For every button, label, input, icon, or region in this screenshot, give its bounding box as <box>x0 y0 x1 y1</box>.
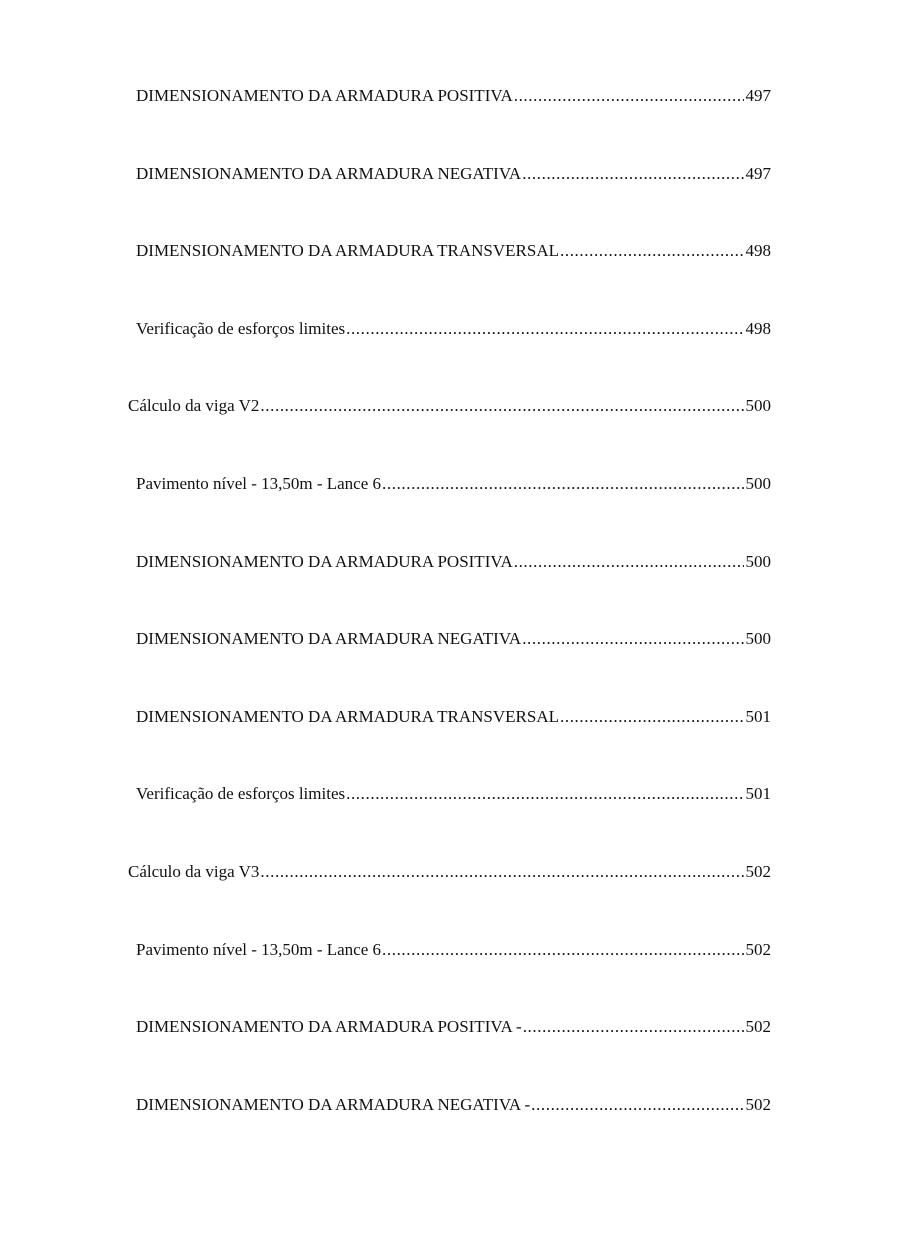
toc-entry-title: DIMENSIONAMENTO DA ARMADURA TRANSVERSAL <box>136 706 559 726</box>
toc-entry-title: Verificação de esforços limites <box>136 784 346 804</box>
toc-entry[interactable] <box>128 1093 771 1171</box>
toc-dot-leader <box>522 162 743 186</box>
toc-entry-title: Cálculo da viga V3 <box>128 861 260 881</box>
toc-page-number: 498 <box>745 318 771 338</box>
toc-page-number: 500 <box>745 396 771 416</box>
toc-dot-leader <box>346 317 743 341</box>
toc-dot-leader <box>560 239 744 263</box>
toc-dot-leader <box>531 1093 743 1117</box>
toc-dot-leader <box>260 394 743 418</box>
toc-entry[interactable] <box>128 317 771 395</box>
toc-dot-leader <box>523 1015 744 1039</box>
toc-entry-title: DIMENSIONAMENTO DA ARMADURA TRANSVERSAL <box>136 241 559 261</box>
toc-page-number: 501 <box>745 784 771 804</box>
toc-entry-title: DIMENSIONAMENTO DA ARMADURA POSITIVA <box>136 551 513 571</box>
table-of-contents <box>128 84 771 1170</box>
toc-dot-leader <box>382 472 743 496</box>
toc-entry[interactable] <box>128 782 771 860</box>
toc-page-number: 502 <box>745 1094 771 1114</box>
toc-entry[interactable] <box>128 162 771 240</box>
toc-entry[interactable] <box>128 1015 771 1093</box>
toc-page-number: 497 <box>745 163 771 183</box>
toc-entry-title: DIMENSIONAMENTO DA ARMADURA NEGATIVA - <box>136 1094 531 1114</box>
toc-entry-title: DIMENSIONAMENTO DA ARMADURA POSITIVA <box>136 86 513 105</box>
toc-dot-leader <box>514 550 744 574</box>
toc-page-number: 502 <box>745 1017 771 1037</box>
toc-dot-leader <box>560 705 744 729</box>
toc-entry[interactable] <box>128 705 771 783</box>
toc-entry[interactable] <box>128 394 771 472</box>
toc-entry[interactable] <box>128 550 771 628</box>
toc-dot-leader <box>346 782 743 806</box>
toc-dot-leader <box>522 627 743 651</box>
toc-entry-title: Verificação de esforços limites <box>136 318 346 338</box>
toc-entry-title: Pavimento nível - 13,50m - Lance 6 <box>136 473 382 493</box>
toc-page-number: 502 <box>745 939 771 959</box>
toc-entry[interactable] <box>128 627 771 705</box>
toc-entry-title: DIMENSIONAMENTO DA ARMADURA NEGATIVA <box>136 629 522 649</box>
toc-page-number: 497 <box>745 86 771 105</box>
toc-dot-leader <box>514 84 744 108</box>
toc-page-number: 502 <box>745 861 771 881</box>
toc-entry[interactable] <box>128 239 771 317</box>
toc-entry[interactable] <box>128 472 771 550</box>
toc-dot-leader <box>260 860 743 884</box>
toc-entry-title: DIMENSIONAMENTO DA ARMADURA POSITIVA - <box>136 1017 522 1037</box>
toc-entry[interactable] <box>128 860 771 938</box>
toc-page-number: 498 <box>745 241 771 261</box>
toc-entry-title: DIMENSIONAMENTO DA ARMADURA NEGATIVA <box>136 163 522 183</box>
toc-entry-title: Pavimento nível - 13,50m - Lance 6 <box>136 939 382 959</box>
toc-entry[interactable] <box>128 84 771 162</box>
toc-entry-title: Cálculo da viga V2 <box>128 396 260 416</box>
toc-page-number: 501 <box>745 706 771 726</box>
toc-dot-leader <box>382 938 743 962</box>
toc-page-number: 500 <box>745 551 771 571</box>
toc-page-number: 500 <box>745 473 771 493</box>
toc-page-number: 500 <box>745 629 771 649</box>
toc-entry[interactable] <box>128 938 771 1016</box>
